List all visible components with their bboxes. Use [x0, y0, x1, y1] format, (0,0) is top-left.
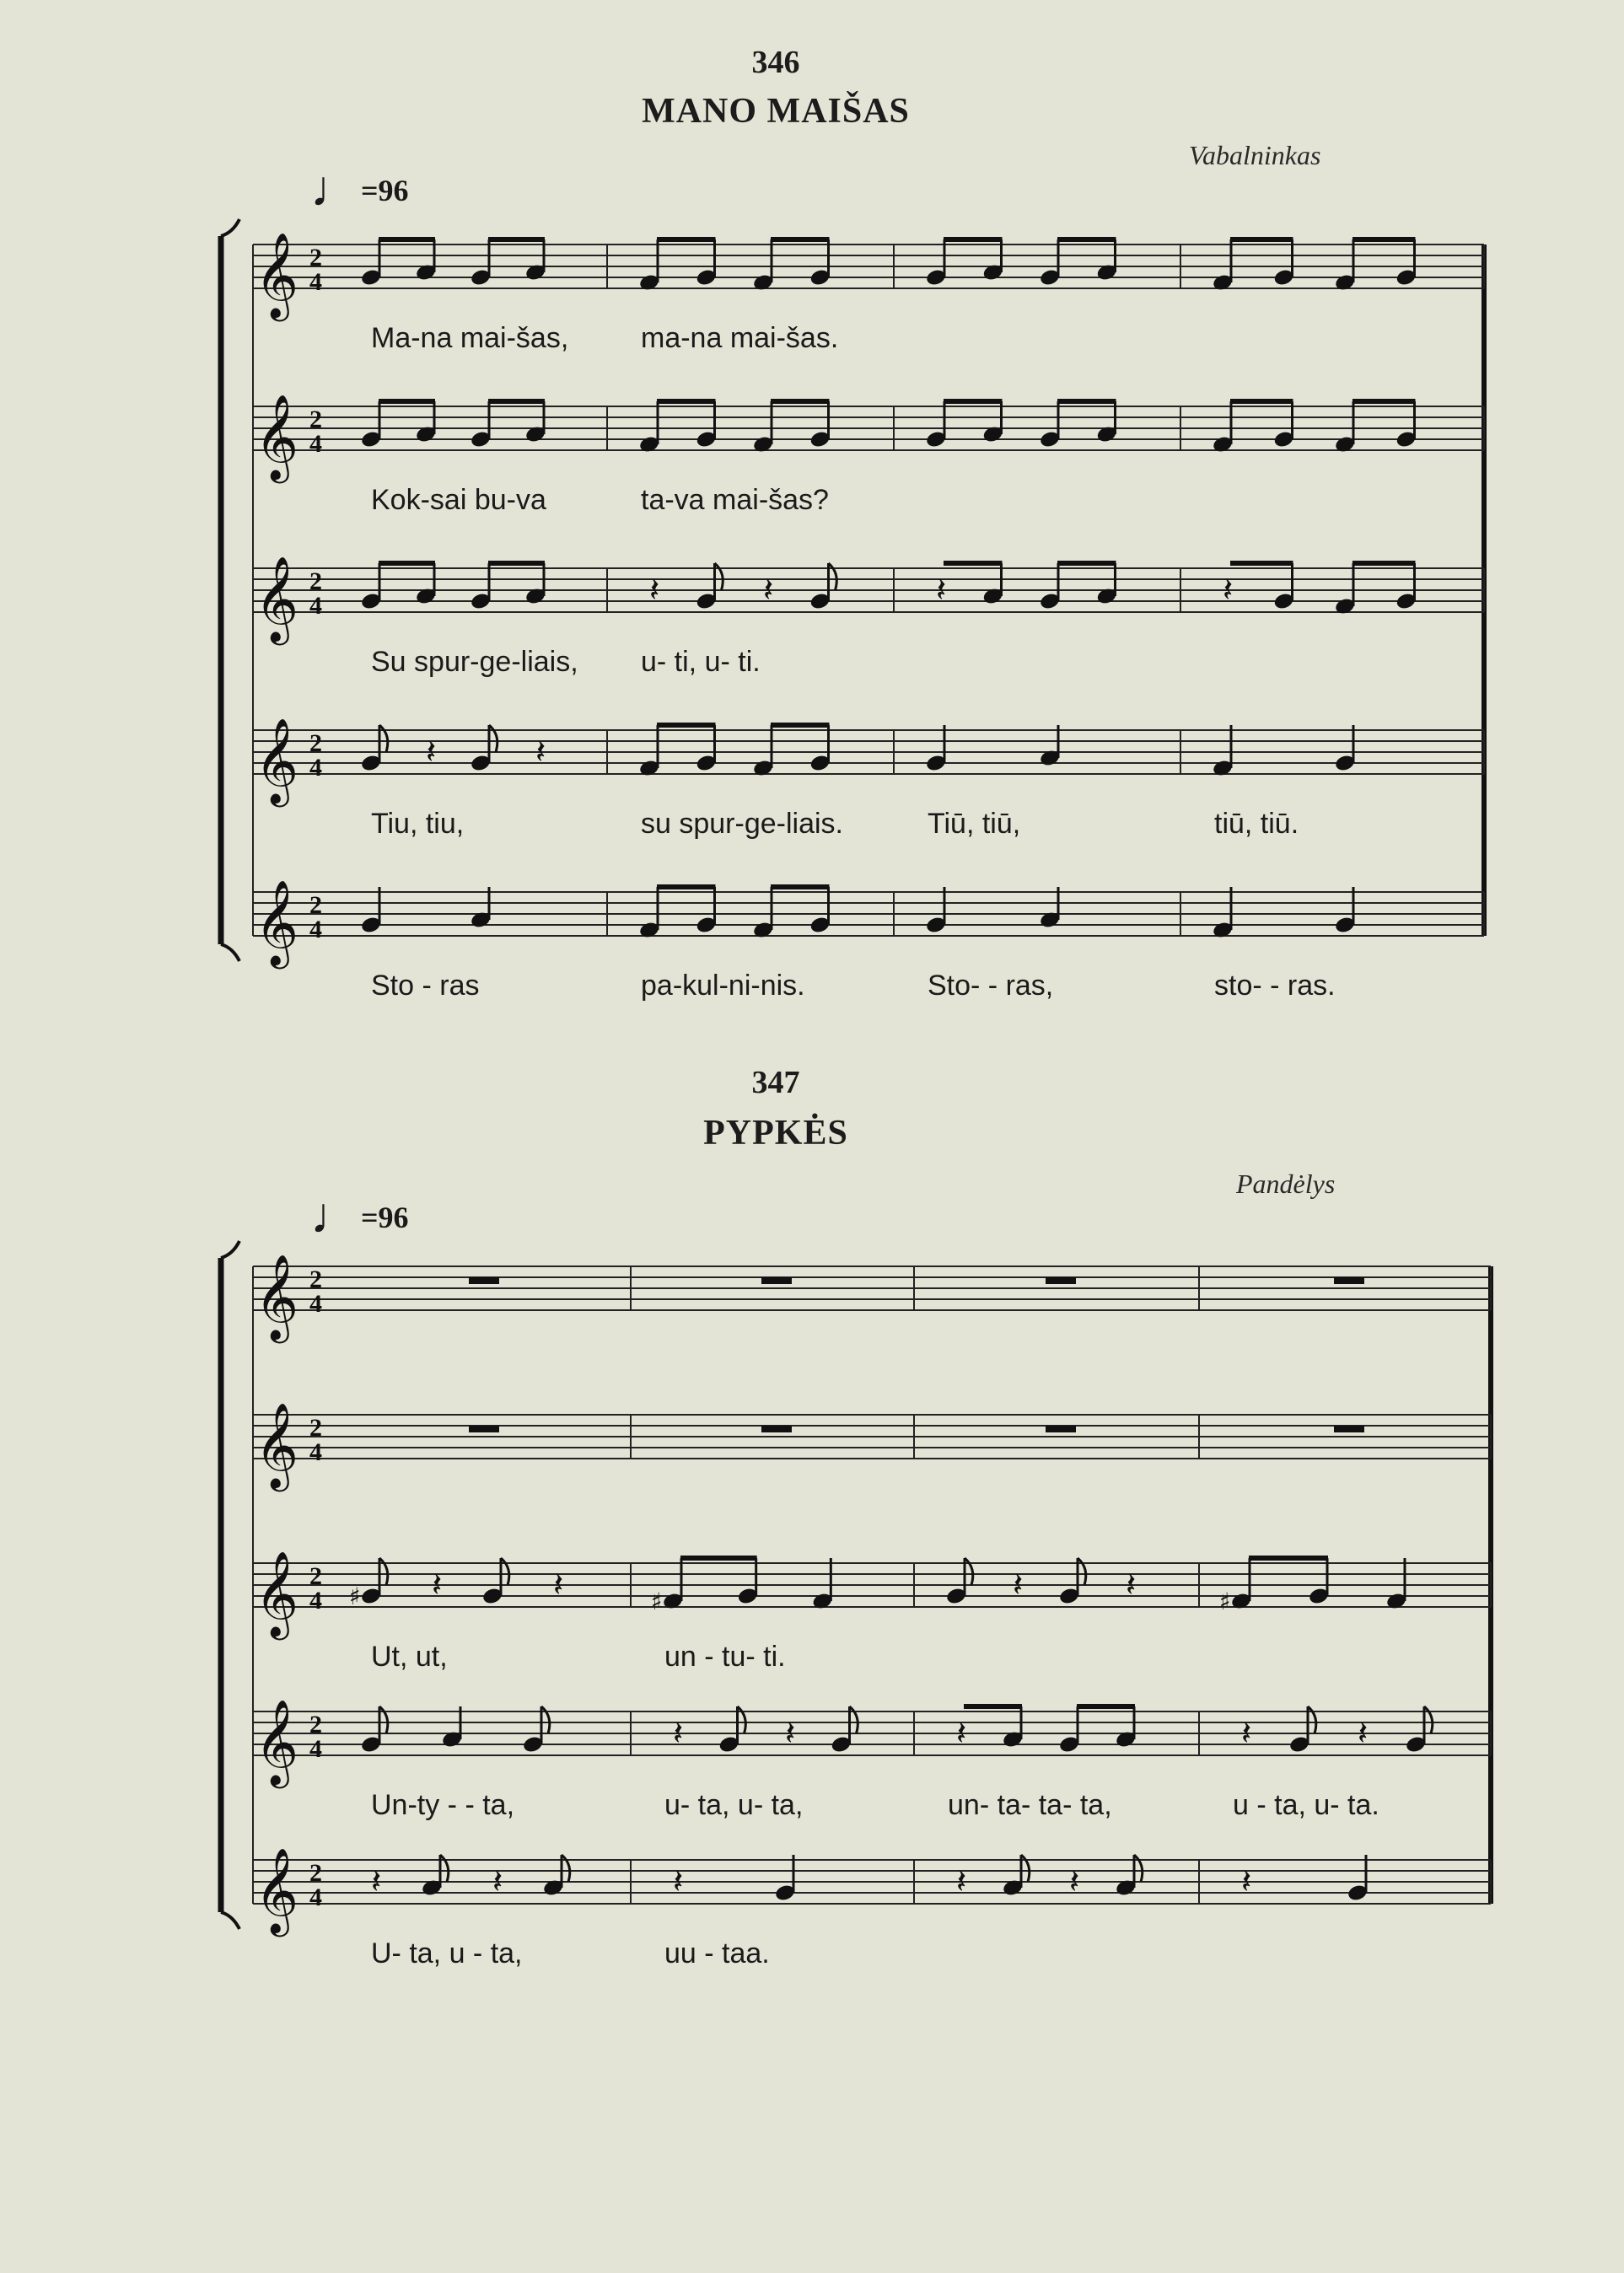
- rest: 𝄽: [936, 571, 947, 610]
- lyric-line: Kok-sai bu-va: [371, 484, 546, 516]
- bracket-hook: [221, 1241, 239, 1258]
- lyric-line: Ut, ut,: [371, 1641, 448, 1673]
- rest: 𝄽: [371, 1862, 382, 1901]
- lyric-line: Un-ty - - ta,: [371, 1789, 515, 1821]
- lyric-line: sto- - ras.: [1214, 970, 1336, 1002]
- time-signature-bottom: 4: [309, 1883, 322, 1911]
- bracket-hook: [221, 944, 239, 961]
- time-signature-top: 2: [309, 1414, 322, 1442]
- rest: 𝄽: [1069, 1862, 1080, 1901]
- lyric-line: Ma-na mai-šas,: [371, 322, 569, 354]
- rest: 𝄽: [649, 571, 660, 610]
- time-signature-bottom: 4: [309, 268, 322, 296]
- tempo-marking: [310, 160, 409, 218]
- tempo-value: =96: [361, 174, 409, 207]
- time-signature-bottom: 4: [309, 916, 322, 943]
- whole-rest: [1334, 1426, 1364, 1432]
- time-signature-top: 2: [309, 891, 322, 919]
- rest: 𝄽: [553, 1566, 564, 1604]
- treble-clef-icon: 𝄞: [255, 1846, 299, 1933]
- time-signature-bottom: 4: [309, 1290, 322, 1318]
- treble-clef-icon: 𝄞: [255, 393, 299, 480]
- rest: 𝄽: [535, 733, 546, 771]
- time-signature-bottom: 4: [309, 1587, 322, 1615]
- sharp-sign: ♯: [349, 1583, 361, 1610]
- lyric-line: pa-kul-ni-nis.: [641, 970, 805, 1002]
- rest: 𝄽: [1241, 1714, 1252, 1753]
- rest: 𝄽: [1223, 571, 1234, 610]
- lyric-line: Tiu, tiu,: [371, 808, 465, 840]
- whole-rest: [1046, 1426, 1076, 1432]
- staff: [253, 879, 1484, 1002]
- time-signature-top: 2: [309, 1562, 322, 1590]
- rest: 𝄽: [956, 1714, 967, 1753]
- bracket-hook: [221, 1912, 239, 1929]
- staff: [253, 717, 1484, 840]
- time-signature-top: 2: [309, 1711, 322, 1738]
- tempo-marking: [310, 1187, 409, 1245]
- staff: [253, 1253, 1491, 1344]
- rest: 𝄽: [1358, 1714, 1369, 1753]
- time-signature-bottom: 4: [309, 754, 322, 782]
- song-number: 346: [751, 45, 800, 80]
- time-signature-top: 2: [309, 1859, 322, 1887]
- whole-rest: [469, 1277, 499, 1284]
- rest: 𝄽: [492, 1862, 503, 1901]
- lyric-line: Su spur-ge-liais,: [371, 646, 578, 678]
- treble-clef-icon: 𝄞: [255, 879, 299, 965]
- staff: [253, 1846, 1491, 1969]
- sharp-sign: ♯: [1219, 1588, 1231, 1615]
- rest: 𝄽: [785, 1714, 796, 1753]
- staff: [253, 1550, 1491, 1673]
- treble-clef-icon: 𝄞: [255, 717, 299, 803]
- time-signature-bottom: 4: [309, 430, 322, 458]
- treble-clef-icon: 𝄞: [255, 1253, 299, 1340]
- treble-clef-icon: 𝄞: [255, 1550, 299, 1636]
- lyric-line: u - ta, u- ta.: [1233, 1789, 1379, 1821]
- treble-clef-icon: 𝄞: [255, 231, 299, 318]
- time-signature-top: 2: [309, 729, 322, 757]
- time-signature-top: 2: [309, 406, 322, 433]
- quarter-note-icon: ♩: [310, 161, 361, 217]
- staff: [253, 393, 1484, 516]
- tempo-value: =96: [361, 1201, 409, 1234]
- treble-clef-icon: 𝄞: [255, 1401, 299, 1488]
- whole-rest: [469, 1426, 499, 1432]
- score-system: [202, 1239, 1518, 2049]
- lyric-line: ta-va mai-šas?: [641, 484, 829, 516]
- lyric-line: Sto - ras: [371, 970, 480, 1002]
- treble-clef-icon: 𝄞: [255, 1698, 299, 1785]
- lyric-line: Sto- - ras,: [928, 970, 1054, 1002]
- rest: 𝄽: [673, 1714, 684, 1753]
- time-signature-bottom: 4: [309, 1735, 322, 1763]
- lyric-line: un - tu- ti.: [664, 1641, 786, 1673]
- rest: 𝄽: [432, 1566, 443, 1604]
- quarter-note-icon: ♩: [310, 1188, 361, 1244]
- time-signature-bottom: 4: [309, 1438, 322, 1466]
- rest: 𝄽: [763, 571, 774, 610]
- song-title: MANO MAIŠAS: [642, 92, 910, 131]
- lyric-line: Tiū, tiū,: [928, 808, 1021, 840]
- rest: 𝄽: [1241, 1862, 1252, 1901]
- song-title: PYPKĖS: [703, 1114, 848, 1153]
- rest: 𝄽: [1013, 1566, 1024, 1604]
- song-number: 347: [751, 1065, 800, 1100]
- rest: 𝄽: [426, 733, 437, 771]
- time-signature-top: 2: [309, 567, 322, 595]
- lyric-line: uu - taa.: [664, 1937, 770, 1969]
- sharp-sign: ♯: [651, 1588, 663, 1615]
- time-signature-top: 2: [309, 1265, 322, 1293]
- staff: [253, 1401, 1491, 1492]
- whole-rest: [761, 1277, 792, 1284]
- song-origin: Pandėlys: [1236, 1169, 1336, 1199]
- treble-clef-icon: 𝄞: [255, 555, 299, 642]
- time-signature-top: 2: [309, 244, 322, 271]
- lyric-line: u- ta, u- ta,: [664, 1789, 804, 1821]
- rest: 𝄽: [673, 1862, 684, 1901]
- whole-rest: [761, 1426, 792, 1432]
- lyric-line: U- ta, u - ta,: [371, 1937, 523, 1969]
- rest: 𝄽: [1126, 1566, 1137, 1604]
- whole-rest: [1046, 1277, 1076, 1284]
- lyric-line: ma-na mai-šas.: [641, 322, 839, 354]
- score-system: [202, 219, 1518, 1062]
- lyric-line: su spur-ge-liais.: [641, 808, 843, 840]
- lyric-line: un- ta- ta- ta,: [948, 1789, 1112, 1821]
- time-signature-bottom: 4: [309, 592, 322, 620]
- rest: 𝄽: [956, 1862, 967, 1901]
- bracket-hook: [221, 219, 239, 236]
- lyric-line: u- ti, u- ti.: [641, 646, 761, 678]
- whole-rest: [1334, 1277, 1364, 1284]
- staff: [253, 1698, 1491, 1821]
- song-origin: Vabalninkas: [1189, 140, 1321, 170]
- staff: [253, 555, 1484, 678]
- lyric-line: tiū, tiū.: [1214, 808, 1299, 840]
- staff: [253, 231, 1484, 354]
